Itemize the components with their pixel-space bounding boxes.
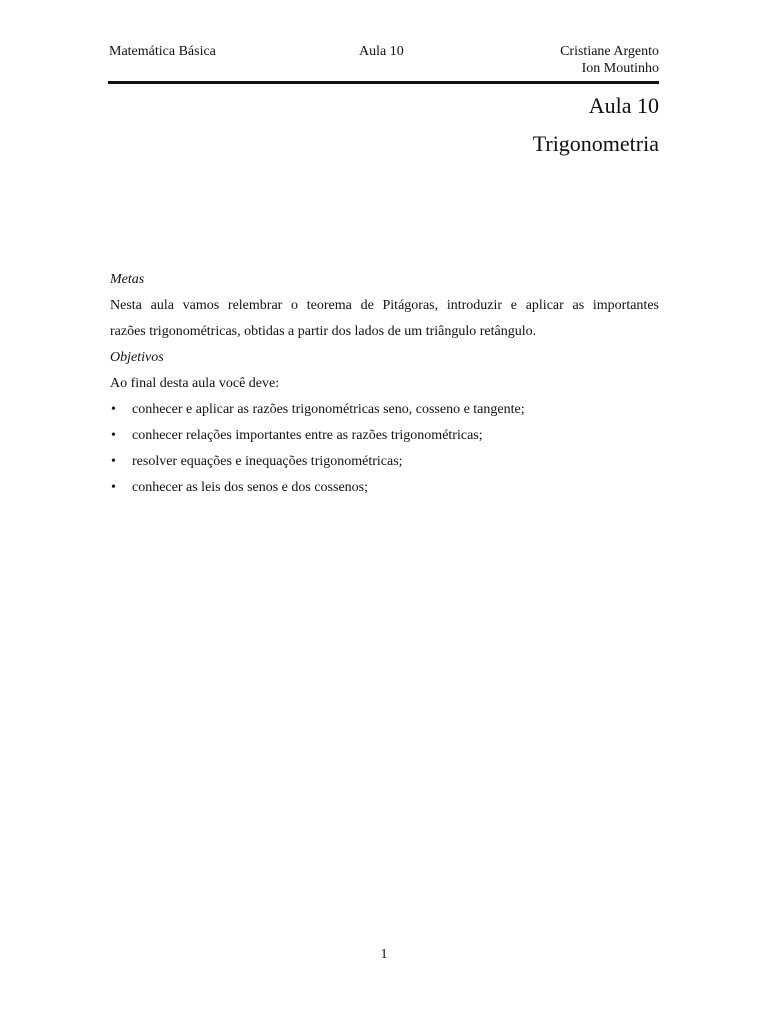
header-course-title: Matemática Básica <box>109 44 216 59</box>
lesson-subject: Trigonometria <box>532 131 659 156</box>
list-item-text: conhecer as leis dos senos e dos cossenos; <box>132 480 369 495</box>
lesson-content <box>110 267 659 501</box>
list-item-text: conhecer e aplicar as razões trigonométricas seno, cosseno e tangente; <box>132 402 525 417</box>
list-item <box>110 397 659 423</box>
objetivos-intro: Ao final desta aula você deve: <box>110 376 280 391</box>
header-lesson-label: Aula 10 <box>359 44 404 59</box>
bullet-icon: • <box>111 428 116 443</box>
title-block <box>533 91 659 159</box>
page-header <box>109 43 659 83</box>
header-authors <box>560 43 659 77</box>
metas-heading: Metas <box>110 272 145 287</box>
metas-text-line-2: razões trigonométricas, obtidas a partir dos lados de um triângulo retângulo. <box>110 324 537 339</box>
objetivos-list <box>110 397 659 501</box>
page-number: 1 <box>380 947 388 962</box>
header-author-2: Ion Moutinho <box>581 61 659 76</box>
list-item-text: conhecer relações importantes entre as razões trigonométricas; <box>132 428 483 443</box>
list-item <box>110 423 659 449</box>
bullet-icon: • <box>111 454 116 469</box>
list-item-text: resolver equações e inequações trigonométricas; <box>132 454 403 469</box>
bullet-icon: • <box>111 402 116 417</box>
bullet-icon: • <box>111 480 116 495</box>
metas-text-line-1: Nesta aula vamos relembrar o teorema de Pitágoras, introduzir e aplicar as importantes <box>110 298 659 313</box>
header-author-1: Cristiane Argento <box>560 44 659 59</box>
header-divider <box>108 81 659 84</box>
list-item <box>110 449 659 475</box>
lesson-title: Aula 10 <box>588 93 659 118</box>
objetivos-heading: Objetivos <box>110 350 164 365</box>
list-item <box>110 475 659 501</box>
